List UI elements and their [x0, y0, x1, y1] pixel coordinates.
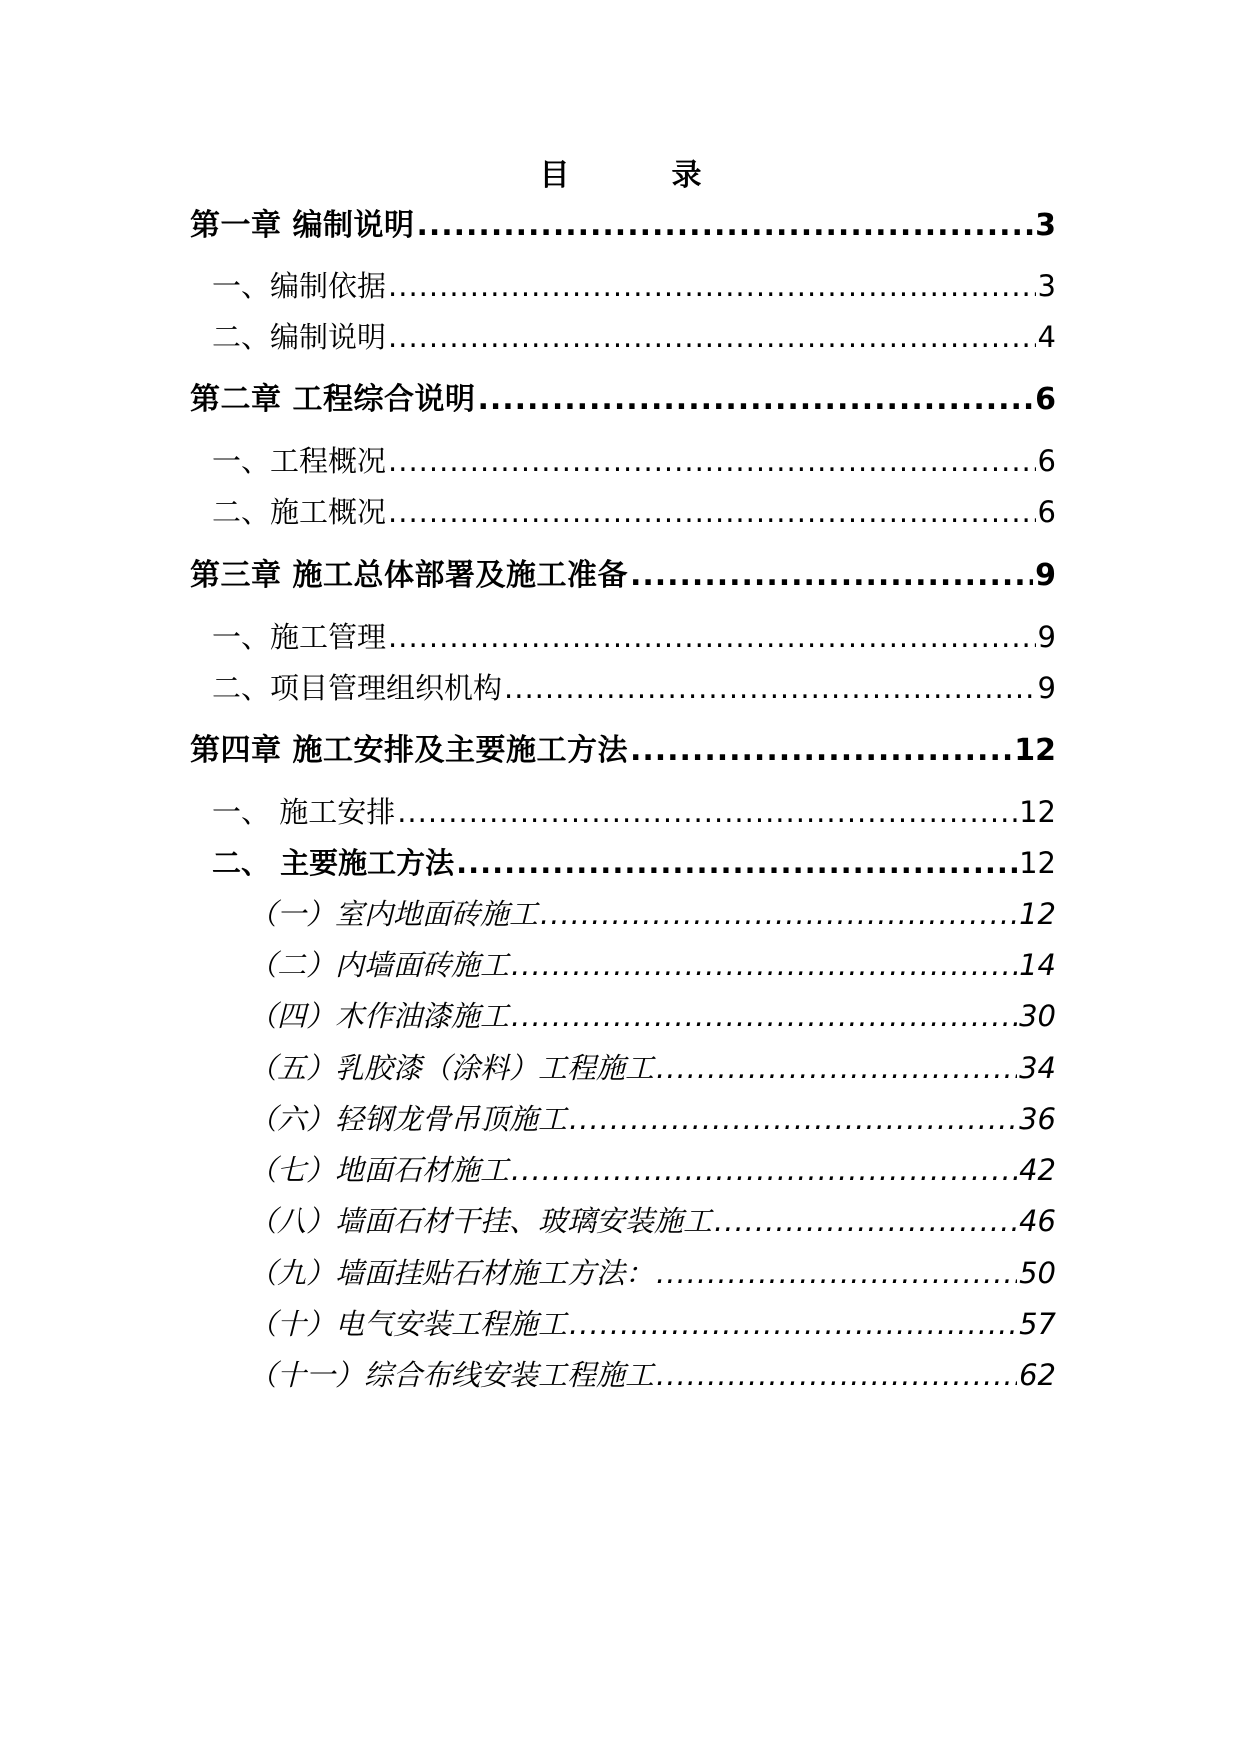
toc-entry-page: 12 [1019, 795, 1056, 829]
toc-entry-label: 二、施工概况 [212, 495, 387, 529]
toc-entry-page: 57 [1019, 1307, 1056, 1341]
toc-dot-leader [388, 616, 1036, 658]
toc-entry[interactable] [248, 944, 1056, 986]
toc-dot-leader [477, 378, 1033, 422]
toc-dot-leader [388, 265, 1036, 307]
toc-entry[interactable] [248, 1303, 1056, 1345]
toc-entry-label: 第一章 编制说明 [190, 208, 415, 243]
toc-entry-label: 二、编制说明 [212, 320, 387, 354]
toc-entry-page: 62 [1019, 1358, 1056, 1392]
toc-dot-leader [656, 1354, 1017, 1396]
toc-entry[interactable] [248, 1149, 1056, 1191]
toc-entry-label: （四）木作油漆施工 [248, 999, 510, 1033]
toc-entry-label: （八）墙面石材干挂、玻璃安装施工 [248, 1204, 713, 1238]
toc-entry[interactable] [212, 265, 1056, 307]
toc-entry-page: 50 [1019, 1256, 1056, 1290]
toc-entry[interactable] [248, 1200, 1056, 1242]
toc-entry[interactable] [190, 204, 1056, 248]
toc-entry-page: 3 [1035, 208, 1056, 243]
toc-entry-label: （十）电气安装工程施工 [248, 1307, 568, 1341]
toc-entry[interactable] [248, 1098, 1056, 1140]
toc-title: 目 录 [539, 158, 738, 193]
toc-entry[interactable] [212, 316, 1056, 358]
toc-entry-page: 14 [1019, 948, 1056, 982]
toc-entry-label: 一、编制依据 [212, 269, 387, 303]
toc-entry[interactable] [212, 440, 1056, 482]
toc-entry[interactable] [212, 491, 1056, 533]
toc-entry-label: （十一）综合布线安装工程施工 [248, 1358, 655, 1392]
toc-entry-label: 一、 施工安排 [212, 795, 396, 829]
toc-dot-leader [630, 729, 1012, 773]
toc-entry-page: 6 [1037, 444, 1056, 478]
toc-entry[interactable] [248, 893, 1056, 935]
toc-entry-page: 46 [1019, 1204, 1056, 1238]
toc-entry-label: 二、 主要施工方法 [212, 846, 455, 880]
toc-entry-label: 二、项目管理组织机构 [212, 671, 503, 705]
toc-entry-label: （九）墙面挂贴石材施工方法： [248, 1256, 655, 1290]
toc-entry-page: 9 [1037, 671, 1056, 705]
toc-entry-page: 6 [1035, 382, 1056, 417]
toc-dot-leader [504, 667, 1036, 709]
toc-entry[interactable] [248, 1354, 1056, 1396]
toc-dot-leader [511, 1149, 1017, 1191]
toc-entry-page: 12 [1019, 897, 1056, 931]
toc-entry-label: 一、施工管理 [212, 620, 387, 654]
toc-entry-label: 第四章 施工安排及主要施工方法 [190, 733, 628, 768]
toc-entry-label: （六）轻钢龙骨吊顶施工 [248, 1102, 568, 1136]
toc-entry[interactable] [248, 995, 1056, 1037]
toc-entry-page: 12 [1014, 733, 1056, 768]
toc-entry-label: （一）室内地面砖施工 [248, 897, 539, 931]
toc-entry[interactable] [248, 1252, 1056, 1294]
toc-entry-label: （五）乳胶漆（涂料）工程施工 [248, 1051, 655, 1085]
toc-entry-page: 6 [1037, 495, 1056, 529]
toc-dot-leader [569, 1303, 1017, 1345]
toc-dot-leader [388, 440, 1036, 482]
toc-entry-page: 34 [1019, 1051, 1056, 1085]
toc-entry[interactable] [212, 791, 1056, 833]
toc-dot-leader [388, 491, 1036, 533]
toc-entry-label: 第二章 工程综合说明 [190, 382, 476, 417]
toc-entry-page: 3 [1037, 269, 1056, 303]
toc-dot-leader [540, 893, 1017, 935]
toc-entry-label: 第三章 施工总体部署及施工准备 [190, 558, 628, 593]
toc-dot-leader [511, 944, 1017, 986]
toc-dot-leader [630, 554, 1033, 598]
toc-dot-leader [456, 842, 1017, 884]
toc-entry-label: （七）地面石材施工 [248, 1153, 510, 1187]
toc-entry-label: 一、工程概况 [212, 444, 387, 478]
toc-entry[interactable] [190, 378, 1056, 422]
toc-dot-leader [656, 1047, 1017, 1089]
toc-dot-leader [416, 204, 1033, 248]
toc-entry-page: 9 [1037, 620, 1056, 654]
toc-entry[interactable] [212, 842, 1056, 884]
toc-entry-page: 12 [1019, 846, 1056, 880]
toc-entry-page: 4 [1037, 320, 1056, 354]
toc-entry[interactable] [212, 667, 1056, 709]
toc-entry-page: 9 [1035, 558, 1056, 593]
toc-entry[interactable] [190, 554, 1056, 598]
toc-entry-page: 30 [1019, 999, 1056, 1033]
toc-entry[interactable] [248, 1047, 1056, 1089]
toc-entry-page: 42 [1019, 1153, 1056, 1187]
toc-dot-leader [511, 995, 1017, 1037]
toc-entry-label: （二）内墙面砖施工 [248, 948, 510, 982]
toc-entry-page: 36 [1019, 1102, 1056, 1136]
toc-dot-leader [397, 791, 1017, 833]
toc-entry[interactable] [212, 616, 1056, 658]
toc-entry[interactable] [190, 729, 1056, 773]
toc-dot-leader [569, 1098, 1017, 1140]
toc-dot-leader [656, 1252, 1017, 1294]
toc-dot-leader [388, 316, 1036, 358]
toc-dot-leader [714, 1200, 1017, 1242]
